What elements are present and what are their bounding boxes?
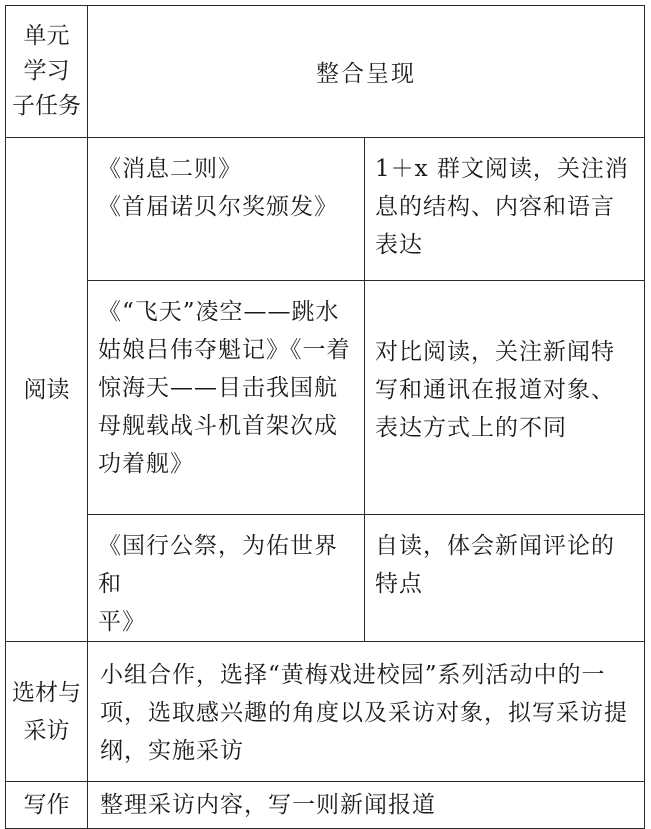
reading-text-line: 《“飞天”凌空——跳水 — [98, 299, 340, 325]
header-subtask-line: 单元 — [23, 23, 70, 49]
reading-task-line: 息的结构、内容和语言 — [375, 194, 615, 220]
reading-texts-cell — [88, 138, 365, 281]
reading-task-line: 1＋x 群文阅读，关注消 — [375, 156, 629, 182]
reading-text-line: 《消息二则》 — [98, 156, 242, 182]
interview-content-cell — [88, 642, 645, 782]
interview-row — [6, 642, 645, 782]
reading-row-3 — [6, 515, 645, 642]
reading-label-cell: 阅读 — [6, 138, 88, 642]
reading-text-line: 姑娘吕伟夺魁记》《一着 — [98, 337, 351, 363]
reading-text-line: 功着舰》 — [98, 451, 194, 477]
reading-text-line: 母舰载战斗机首架次成 — [98, 413, 338, 439]
reading-text-line: 惊海天——目击我国航 — [98, 375, 338, 401]
reading-task-line: 表达 — [375, 232, 423, 258]
reading-texts-cell — [88, 515, 365, 642]
reading-row-1 — [6, 138, 645, 281]
writing-label-cell: 写作 — [6, 782, 88, 829]
interview-label-line: 采访 — [23, 717, 70, 744]
reading-task-line: 特点 — [375, 571, 423, 597]
reading-text-line: 平》 — [98, 609, 146, 635]
header-subtask-line: 学习 — [23, 58, 70, 84]
reading-task-cell — [365, 281, 645, 515]
reading-task-line: 自读，体会新闻评论的 — [375, 533, 615, 559]
writing-content-cell: 整理采访内容，写一则新闻报道 — [88, 782, 645, 829]
reading-text-line: 《国行公祭，为佑世界和 — [98, 533, 338, 597]
header-subtask-cell — [6, 6, 88, 138]
interview-label-cell — [6, 642, 88, 782]
writing-row — [6, 782, 645, 829]
reading-text-line: 《首届诺贝尔奖颁发》 — [98, 194, 338, 220]
header-subtask-line: 子任务 — [12, 93, 81, 119]
header-row — [6, 6, 645, 138]
interview-content-line: 项，选取感兴趣的角度以及采访对象，拟写采访提 — [100, 700, 628, 726]
reading-texts-cell — [88, 281, 365, 515]
reading-task-cell — [365, 515, 645, 642]
interview-content-line: 纲，实施采访 — [100, 738, 244, 764]
interview-content-line: 小组合作，选择“黄梅戏进校园”系列活动中的一 — [100, 662, 606, 688]
reading-task-line: 写和通讯在报道对象、 — [375, 377, 615, 403]
header-presentation-cell: 整合呈现 — [88, 6, 645, 138]
interview-label-line: 选材与 — [12, 679, 81, 706]
reading-task-line: 表达方式上的不同 — [375, 415, 567, 441]
reading-task-cell — [365, 138, 645, 281]
reading-row-2 — [6, 281, 645, 515]
task-table — [5, 5, 645, 829]
reading-task-line: 对比阅读，关注新闻特 — [375, 339, 615, 365]
